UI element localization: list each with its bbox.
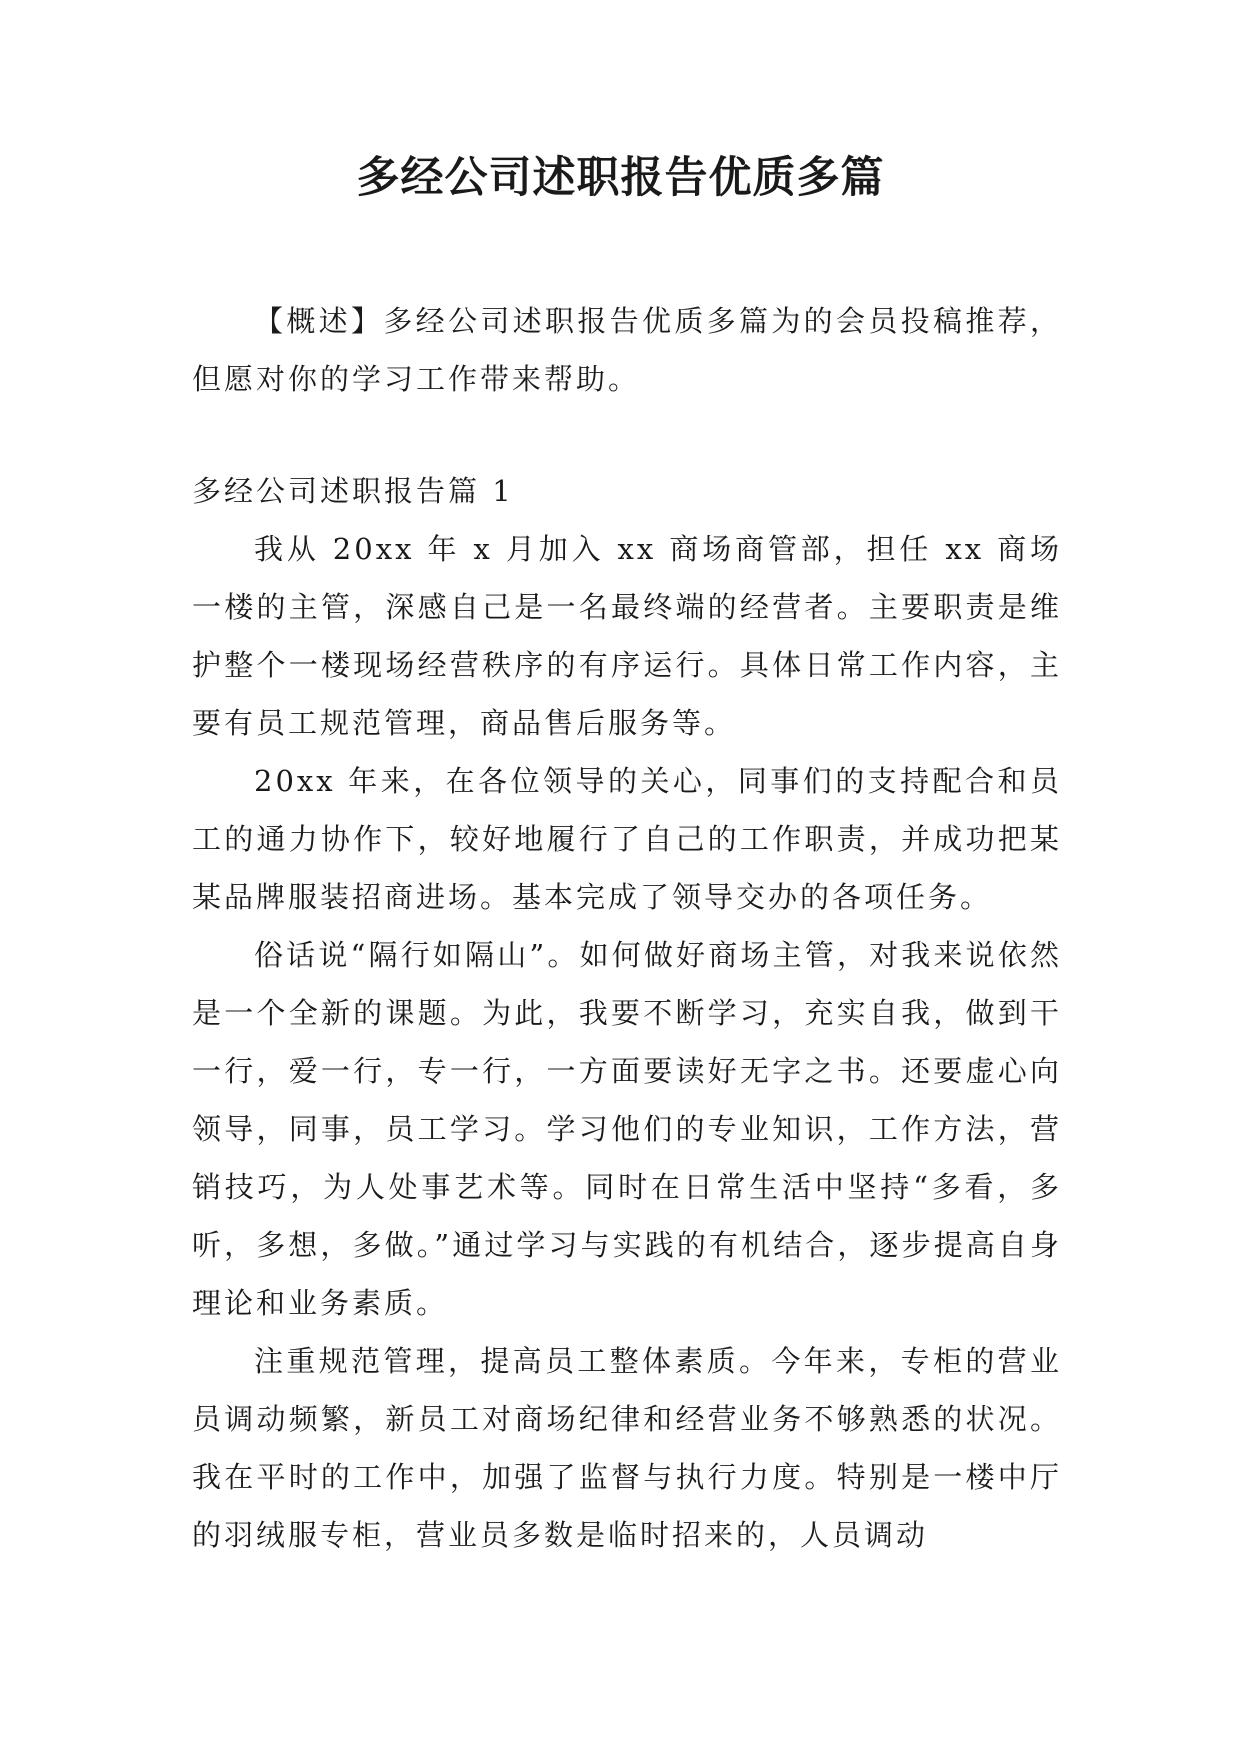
summary-paragraph: 【概述】多经公司述职报告优质多篇为的会员投稿推荐，但愿对你的学习工作带来帮助。: [192, 304, 1062, 396]
section-heading: 多经公司述职报告篇 1: [192, 474, 514, 508]
body-paragraph: 俗话说“隔行如隔山”。如何做好商场主管，对我来说依然是一个全新的课题。为此，我要不断学习，充实自我，做到干一行，爱一行，专一行，一方面要读好无字之书。还要虚心向领导，同事，员工学习。学习他们的专业知识，工作方法，营销技巧，为人处事艺术等。同时在日常生活中坚持“多看，多听，多想，多做。”通过学习与实践的有机结合，逐步提高自身理论和业务素质。: [192, 938, 1062, 1320]
body-paragraph: 我从 20xx 年 x 月加入 xx 商场商管部，担任 xx 商场一楼的主管，深感自己是一名最终端的经营者。主要职责是维护整个一楼现场经营秩序的有序运行。具体日常工作内容，主要有员工规范管理，商品售后服务等。: [192, 532, 1062, 740]
document-title: 多经公司述职报告优质多篇: [356, 153, 885, 203]
section-body: [192, 520, 1062, 1564]
body-paragraph: 20xx 年来，在各位领导的关心，同事们的支持配合和员工的通力协作下，较好地履行了自己的工作职责，并成功把某某品牌服装招商进场。基本完成了领导交办的各项任务。: [192, 764, 1062, 914]
body-paragraph: 注重规范管理，提高员工整体素质。今年来，专柜的营业员调动频繁，新员工对商场纪律和经营业务不够熟悉的状况。我在平时的工作中，加强了监督与执行力度。特别是一楼中厅的羽绒服专柜，营业员多数是临时招来的，人员调动: [192, 1344, 1062, 1552]
